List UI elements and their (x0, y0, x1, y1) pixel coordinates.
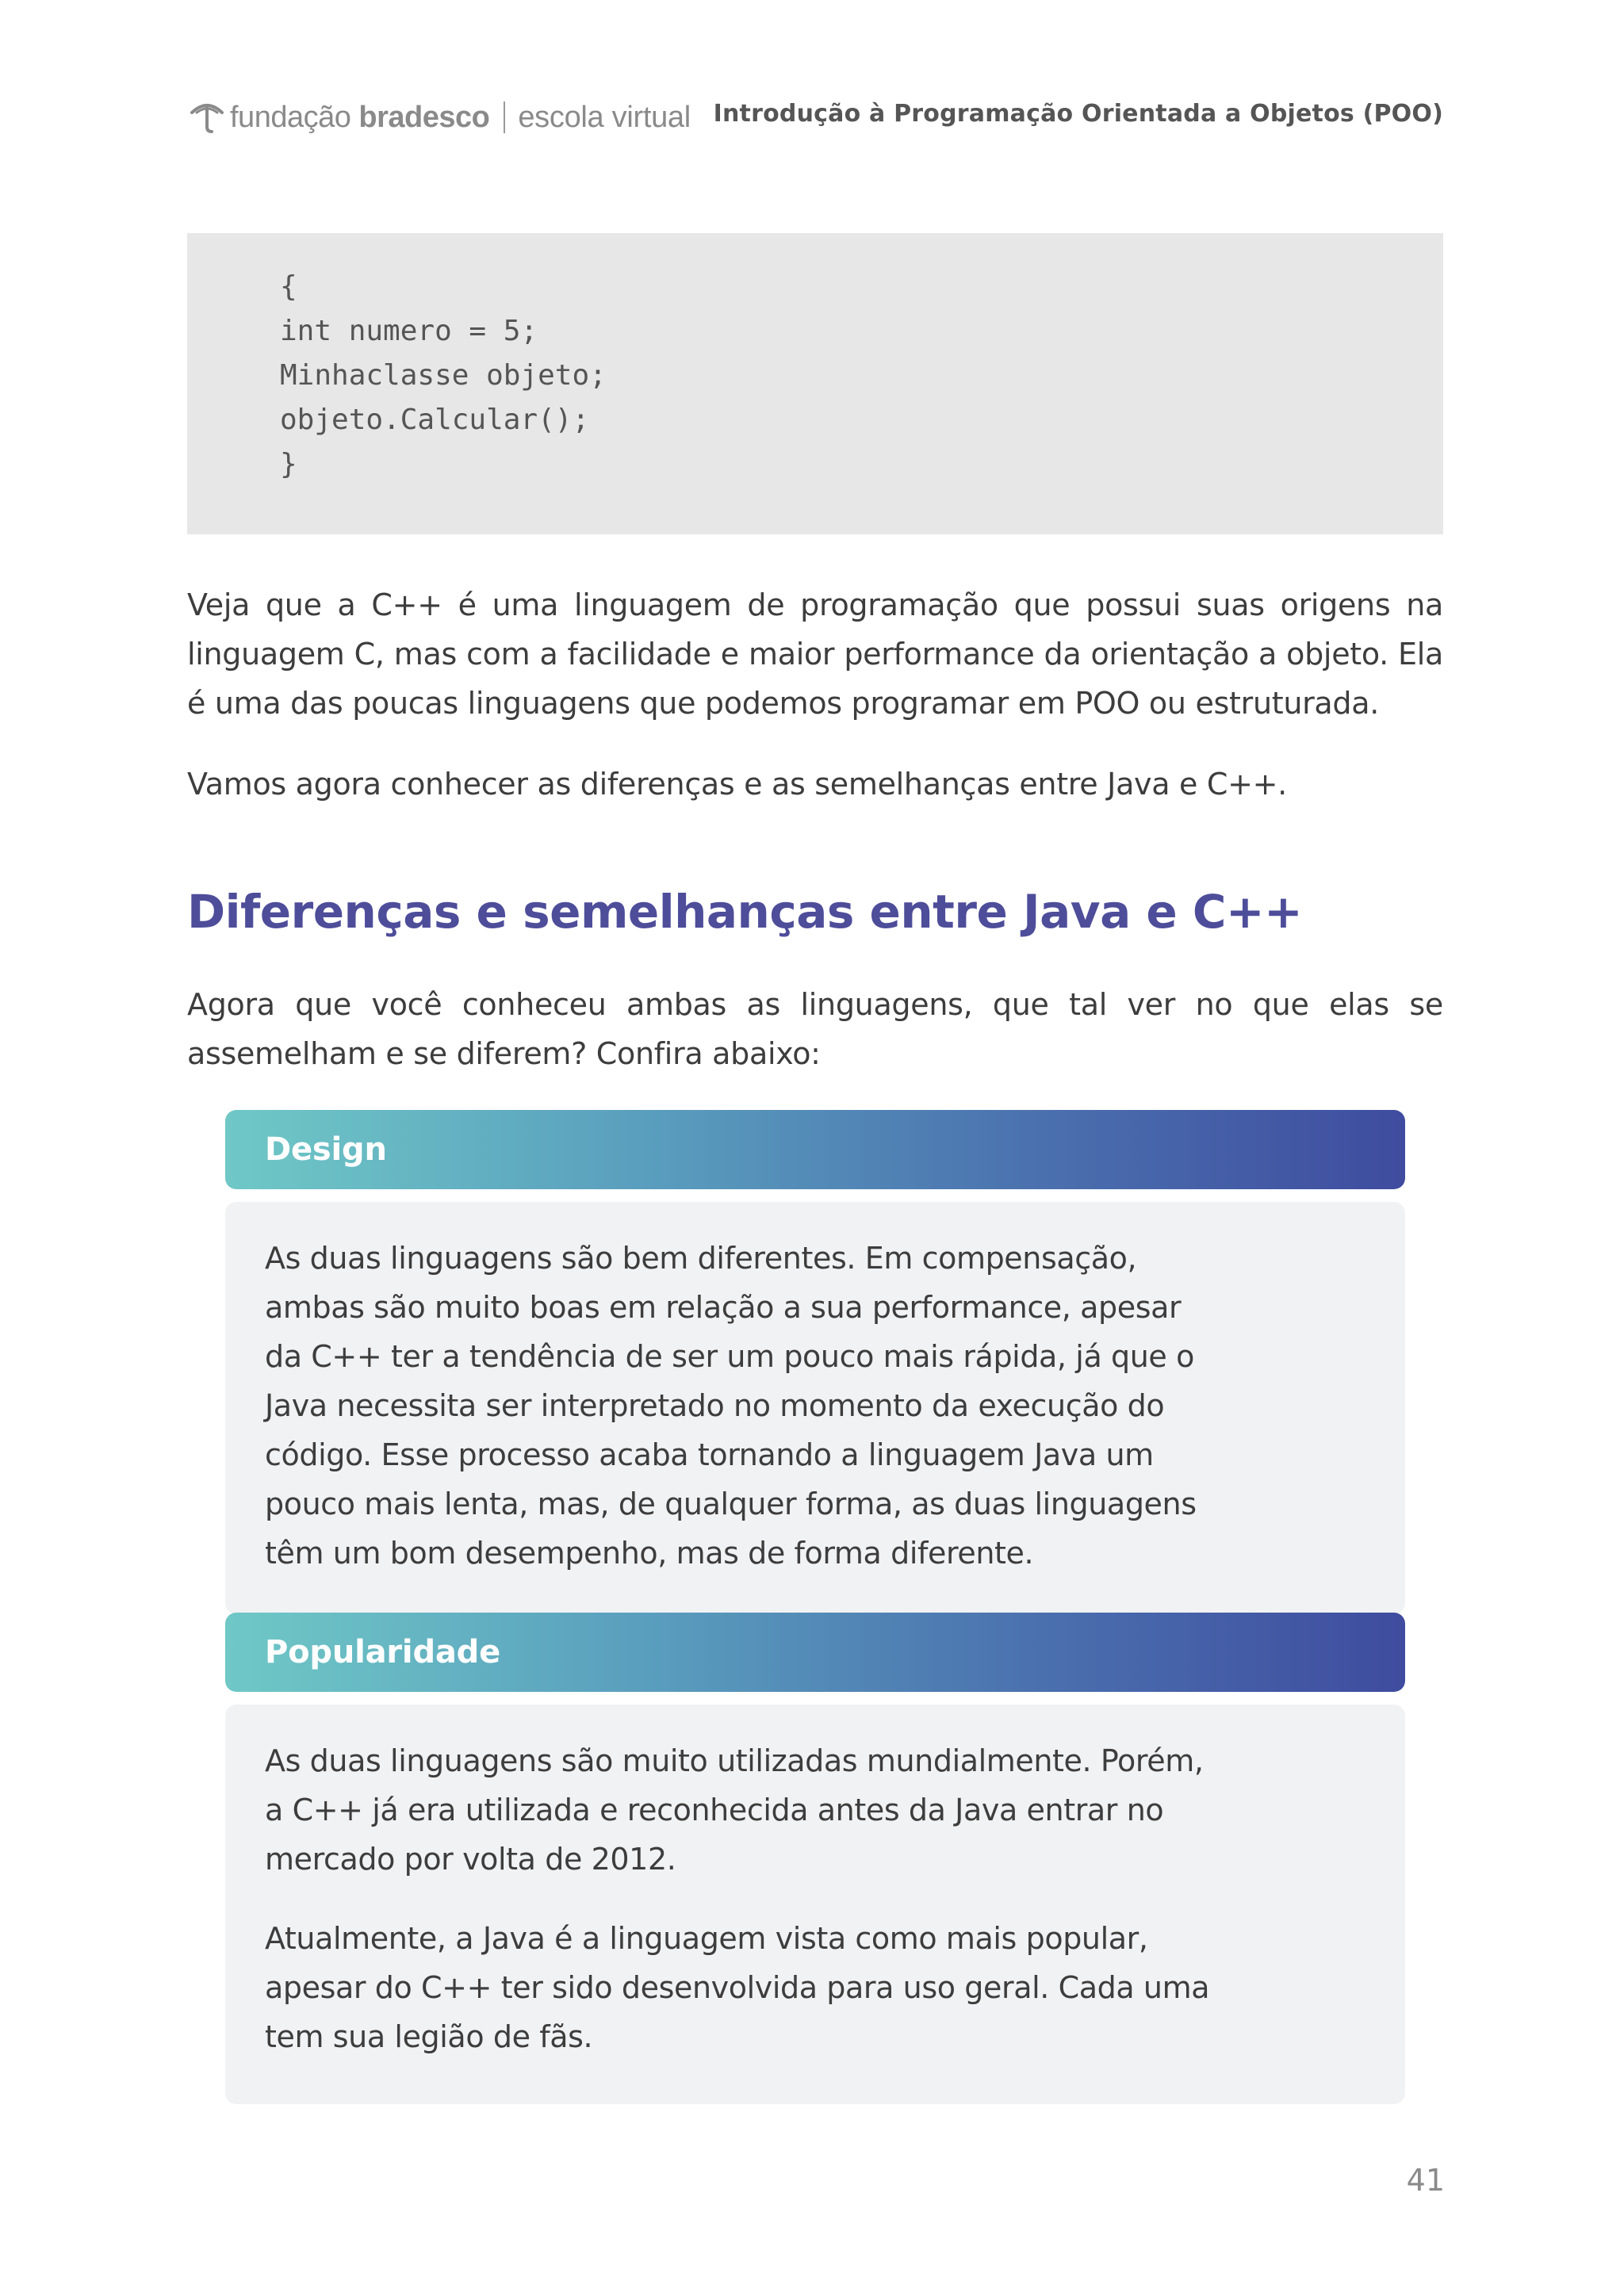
card-body-popularidade (225, 1705, 1405, 2104)
card-title: Popularidade (265, 1634, 501, 1670)
body-paragraph-compare-intro: Agora que você conheceu ambas as linguagens, que tal ver no que elas se assemelham e se diferem? Confira abaixo: (187, 987, 1443, 1071)
page-number: 41 (1406, 2163, 1445, 2198)
card-header-popularidade (225, 1613, 1405, 1692)
code-line: { (280, 270, 297, 303)
code-block (187, 233, 1443, 534)
document-title: Introdução à Programação Orientada a Objetos (POO) (713, 100, 1443, 128)
card-paragraph: As duas linguagens são muito utilizadas mundialmente. Porém, a C++ já era utilizada e reconhecida antes da Java entrar no mercado por volta de 2012. (265, 1743, 1204, 1877)
brand-logo-group (187, 94, 691, 141)
code-line: objeto.Calcular(); (280, 404, 590, 436)
brand-escola-virtual: escola virtual (518, 100, 691, 134)
card-header-design (225, 1110, 1405, 1189)
code-line: } (280, 448, 297, 480)
section-heading: Diferenças e semelhanças entre Java e C++ (187, 885, 1303, 939)
brand-divider (504, 101, 505, 133)
code-line: int numero = 5; (280, 315, 538, 347)
body-paragraph-intro: Vamos agora conhecer as diferenças e as semelhanças entre Java e C++. (187, 767, 1287, 802)
brand-bradesco: bradesco (358, 100, 490, 134)
code-line: Minhaclasse objeto; (280, 359, 607, 392)
fundacao-bradesco-logo-icon (187, 95, 227, 135)
card-title: Design (265, 1131, 387, 1168)
card-paragraph: As duas linguagens são bem diferentes. Em compensação, ambas são muito boas em relação a sua performance, apesar da C++ ter a tendência de ser um pouco mais rápida, já que o Java necessita ser interpretado no momento da execução do código. Esse processo acaba tornando a linguagem Java um pouco mais lenta, mas, de qualquer forma, as duas linguagens têm um bom desempenho, mas de forma diferente. (265, 1241, 1197, 1571)
card-body-design (225, 1202, 1405, 1614)
brand-fundacao: fundação (230, 100, 351, 134)
card-paragraph: Atualmente, a Java é a linguagem vista como mais popular, apesar do C++ ter sido desenvolvida para uso geral. Cada uma tem sua legião de fãs. (265, 1921, 1210, 2054)
body-paragraph-cpp-origins: Veja que a C++ é uma linguagem de programação que possui suas origens na linguagem C, mas com a facilidade e maior performance da orientação a objeto. Ela é uma das poucas linguagens que podemos programar em POO ou estruturada. (187, 587, 1443, 721)
page-header (187, 87, 1443, 151)
